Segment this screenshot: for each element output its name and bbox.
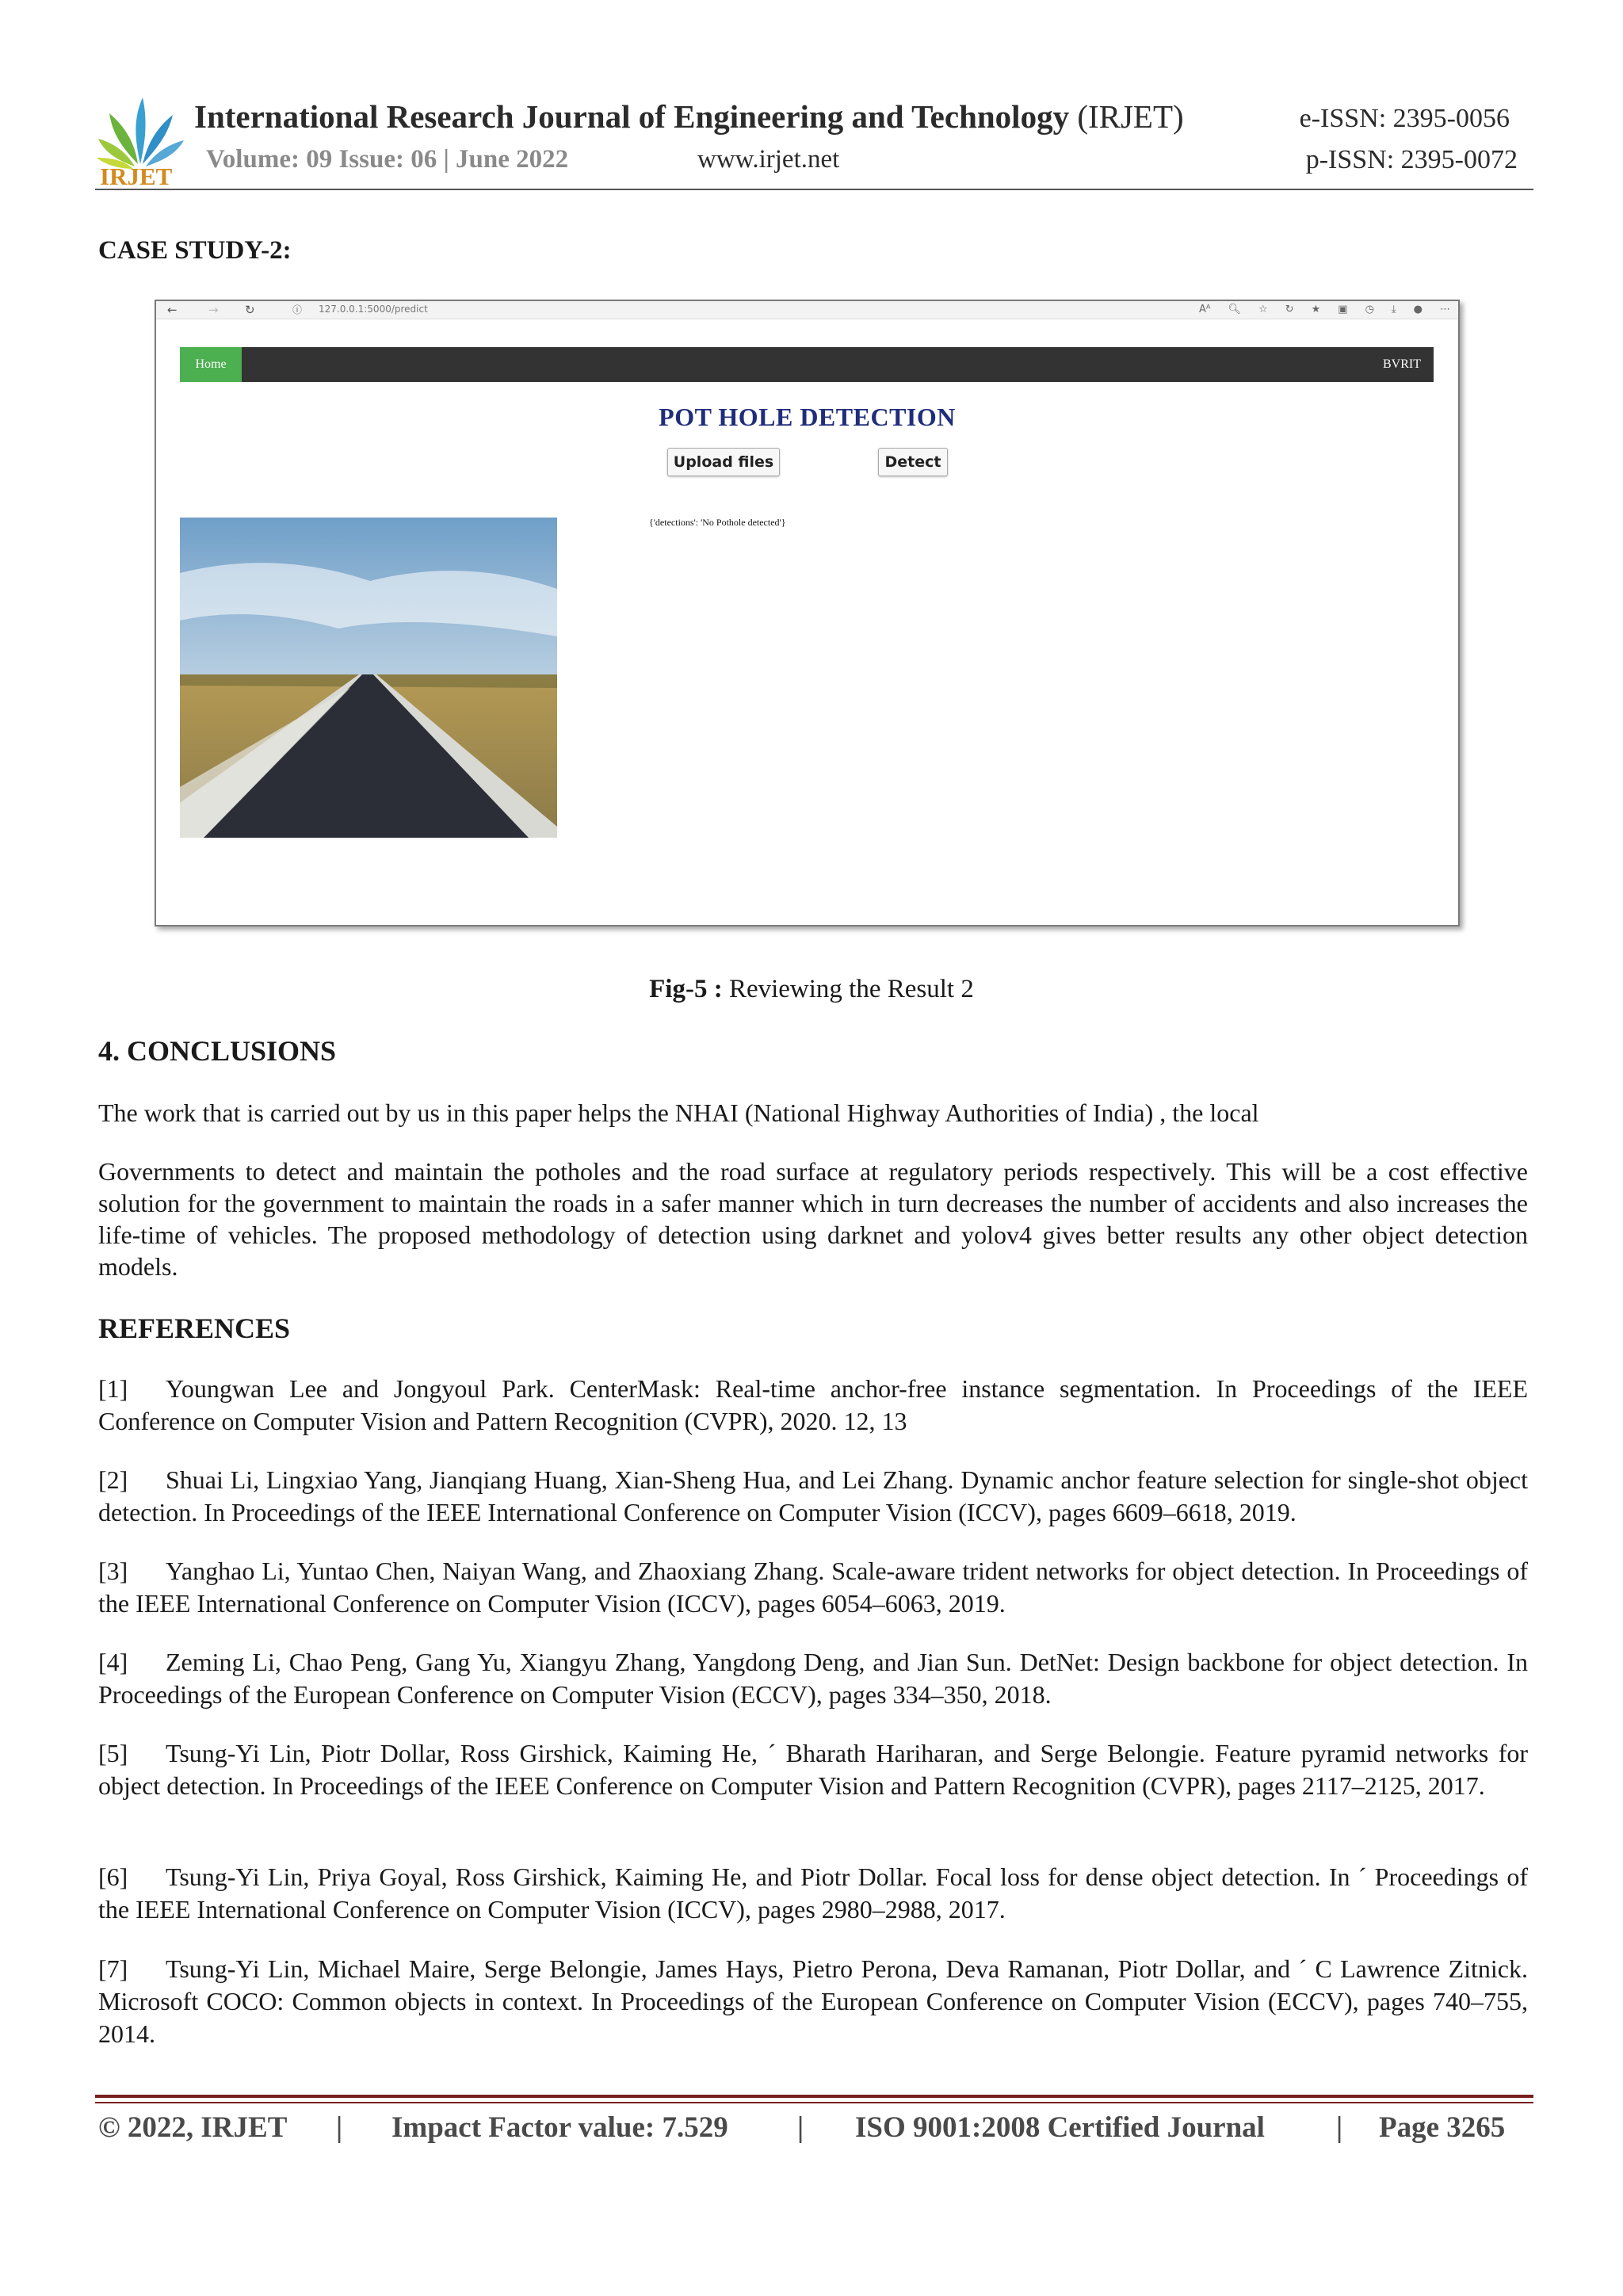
reference-text: Tsung-Yi Lin, Piotr Dollar, Ross Girshick, Kaiming He, ´ Bharath Hariharan, and Serge Belongie. Feature pyramid networks for object detection. In Proceedings of the IEEE Conference on Computer Vision and Pattern Recognition (CVPR), pages 2117–2125, 2017. [98,1739,1528,1800]
more-icon[interactable]: ⋯ [1440,304,1450,315]
conclusions-heading: 4. CONCLUSIONS [98,1035,337,1067]
nav-brand[interactable]: BVRIT [1383,357,1421,371]
history-icon[interactable]: ◷ [1365,304,1374,315]
footer-iso: ISO 9001:2008 Certified Journal [855,2111,1265,2144]
footer-copyright: © 2022, IRJET [98,2111,288,2144]
back-icon[interactable]: ← [167,303,178,317]
reference-number: [5] [98,1739,128,1767]
journal-title [194,97,1184,136]
reference-number: [6] [98,1862,128,1891]
refresh-icon[interactable]: ↻ [1285,304,1294,315]
detect-button[interactable]: Detect [878,448,948,476]
figure-caption [0,975,1623,1004]
header-divider [95,189,1533,190]
reference-number: [3] [98,1557,128,1585]
conclusions-paragraph-2: Governments to detect and maintain the potholes and the road surface at regulatory periods respectively. This will be a cost effective solution for the government to maintain the roads in a safer manner which in turn decreases the number of accidents and also increases the life-time of vehicles. The proposed methodology of detection using darknet and yolov4 gives better results any other object detection models. [98,1157,1528,1281]
reference-number: [1] [98,1374,128,1403]
reference-item [98,1953,1528,2050]
profile-icon[interactable]: ● [1413,304,1423,315]
reference-number: [2] [98,1465,128,1494]
case-study-heading: CASE STUDY-2: [98,236,292,265]
reference-item [98,1737,1528,1802]
collections-icon[interactable]: ▣ [1338,304,1348,315]
app-title: POT HOLE DETECTION [659,403,956,431]
caption-label: Fig-5 : [649,975,723,1003]
footer-separator: | [1336,2111,1343,2144]
caption-text: Reviewing the Result 2 [722,975,974,1003]
irjet-logo [95,91,186,190]
detection-result: {'detections': 'No Pothole detected'} [649,517,786,528]
favorites-icon[interactable]: ★ [1311,304,1321,315]
favorite-add-icon[interactable]: ☆ [1258,304,1268,315]
reference-item [98,1373,1528,1438]
footer-page-number: Page 3265 [1379,2111,1506,2144]
browser-extensions [1199,303,1450,317]
app-screenshot [155,300,1460,926]
read-aloud-icon[interactable]: Aᴬ [1199,304,1211,315]
info-icon[interactable]: ⓘ [292,304,303,315]
footer-rule-thick [95,2095,1533,2098]
journal-website[interactable]: www.irjet.net [697,145,840,174]
reference-text: Shuai Li, Lingxiao Yang, Jianqiang Huang, Xian-Sheng Hua, and Lei Zhang. Dynamic anchor feature selection for single-shot object detection. In Proceedings of the IEEE International Conference on Computer Vision (ICCV), pages 6609–6618, 2019. [98,1465,1528,1526]
journal-name: International Research Journal of Engineering and Technology [194,98,1070,135]
address-bar[interactable]: 127.0.0.1:5000/predict [319,304,428,315]
references-heading: REFERENCES [98,1312,291,1344]
reference-text: Youngwan Lee and Jongyoul Park. CenterMask: Real-time anchor-free instance segmentation. In Proceedings of the IEEE Conference on Computer Vision and Pattern Recognition (CVPR), 2020. 12, 13 [98,1374,1528,1435]
download-icon[interactable]: ⤓ [1391,304,1396,315]
browser-toolbar [156,301,1458,319]
journal-abbr: (IRJET) [1077,98,1184,135]
reference-item [98,1555,1528,1620]
zoom-icon[interactable]: 🔍︎ [1228,304,1242,315]
footer-separator: | [336,2111,343,2144]
reference-item [98,1646,1528,1711]
reference-text: Tsung-Yi Lin, Michael Maire, Serge Belongie, James Hays, Pietro Perona, Deva Ramanan, Piotr Dollar, and ´ C Lawrence Zitnick. Microsoft COCO: Common objects in context. In Proceedings of the European Conference on Computer Vision (ECCV), pages 740–755, 2014. [98,1954,1528,2048]
app-navbar [180,347,1434,382]
footer-separator: | [797,2111,804,2144]
reference-item [98,1861,1528,1926]
pissn: p-ISSN: 2395-0072 [1305,145,1518,174]
conclusions-paragraph-1: The work that is carried out by us in this paper helps the NHAI (National Highway Authorities of India) , the local [98,1098,1259,1127]
forward-icon[interactable]: → [208,303,219,317]
nav-home-link[interactable]: Home [180,347,242,382]
footer-impact-factor: Impact Factor value: 7.529 [391,2111,728,2144]
road-image [180,518,557,838]
reference-number: [4] [98,1648,128,1676]
journal-header [95,91,1533,190]
logo-text: IRJET [100,162,173,190]
reference-text: Yanghao Li, Yuntao Chen, Naiyan Wang, and Zhaoxiang Zhang. Scale-aware trident networks for object detection. In Proceedings of the IEEE International Conference on Computer Vision (ICCV), pages 6054–6063, 2019. [98,1557,1528,1618]
reference-item [98,1464,1528,1529]
reference-number: [7] [98,1954,128,1983]
upload-files-button[interactable]: Upload files [667,448,780,476]
volume-issue: Volume: 09 Issue: 06 | June 2022 [206,145,569,174]
footer-rule-thin [95,2102,1533,2103]
reference-text: Zeming Li, Chao Peng, Gang Yu, Xiangyu Zhang, Yangdong Deng, and Jian Sun. DetNet: Design backbone for object detection. In Proceedings of the European Conference on Computer Vision (ECCV), pages 334–350, 2018. [98,1648,1528,1709]
eissn: e-ISSN: 2395-0056 [1299,104,1510,133]
reload-icon[interactable]: ↻ [245,303,255,317]
reference-text: Tsung-Yi Lin, Priya Goyal, Ross Girshick, Kaiming He, and Piotr Dollar. Focal loss for dense object detection. In ´ Proceedings of the IEEE International Conference on Computer Vision (ICCV), pages 2980–2988, 2017. [98,1862,1528,1924]
